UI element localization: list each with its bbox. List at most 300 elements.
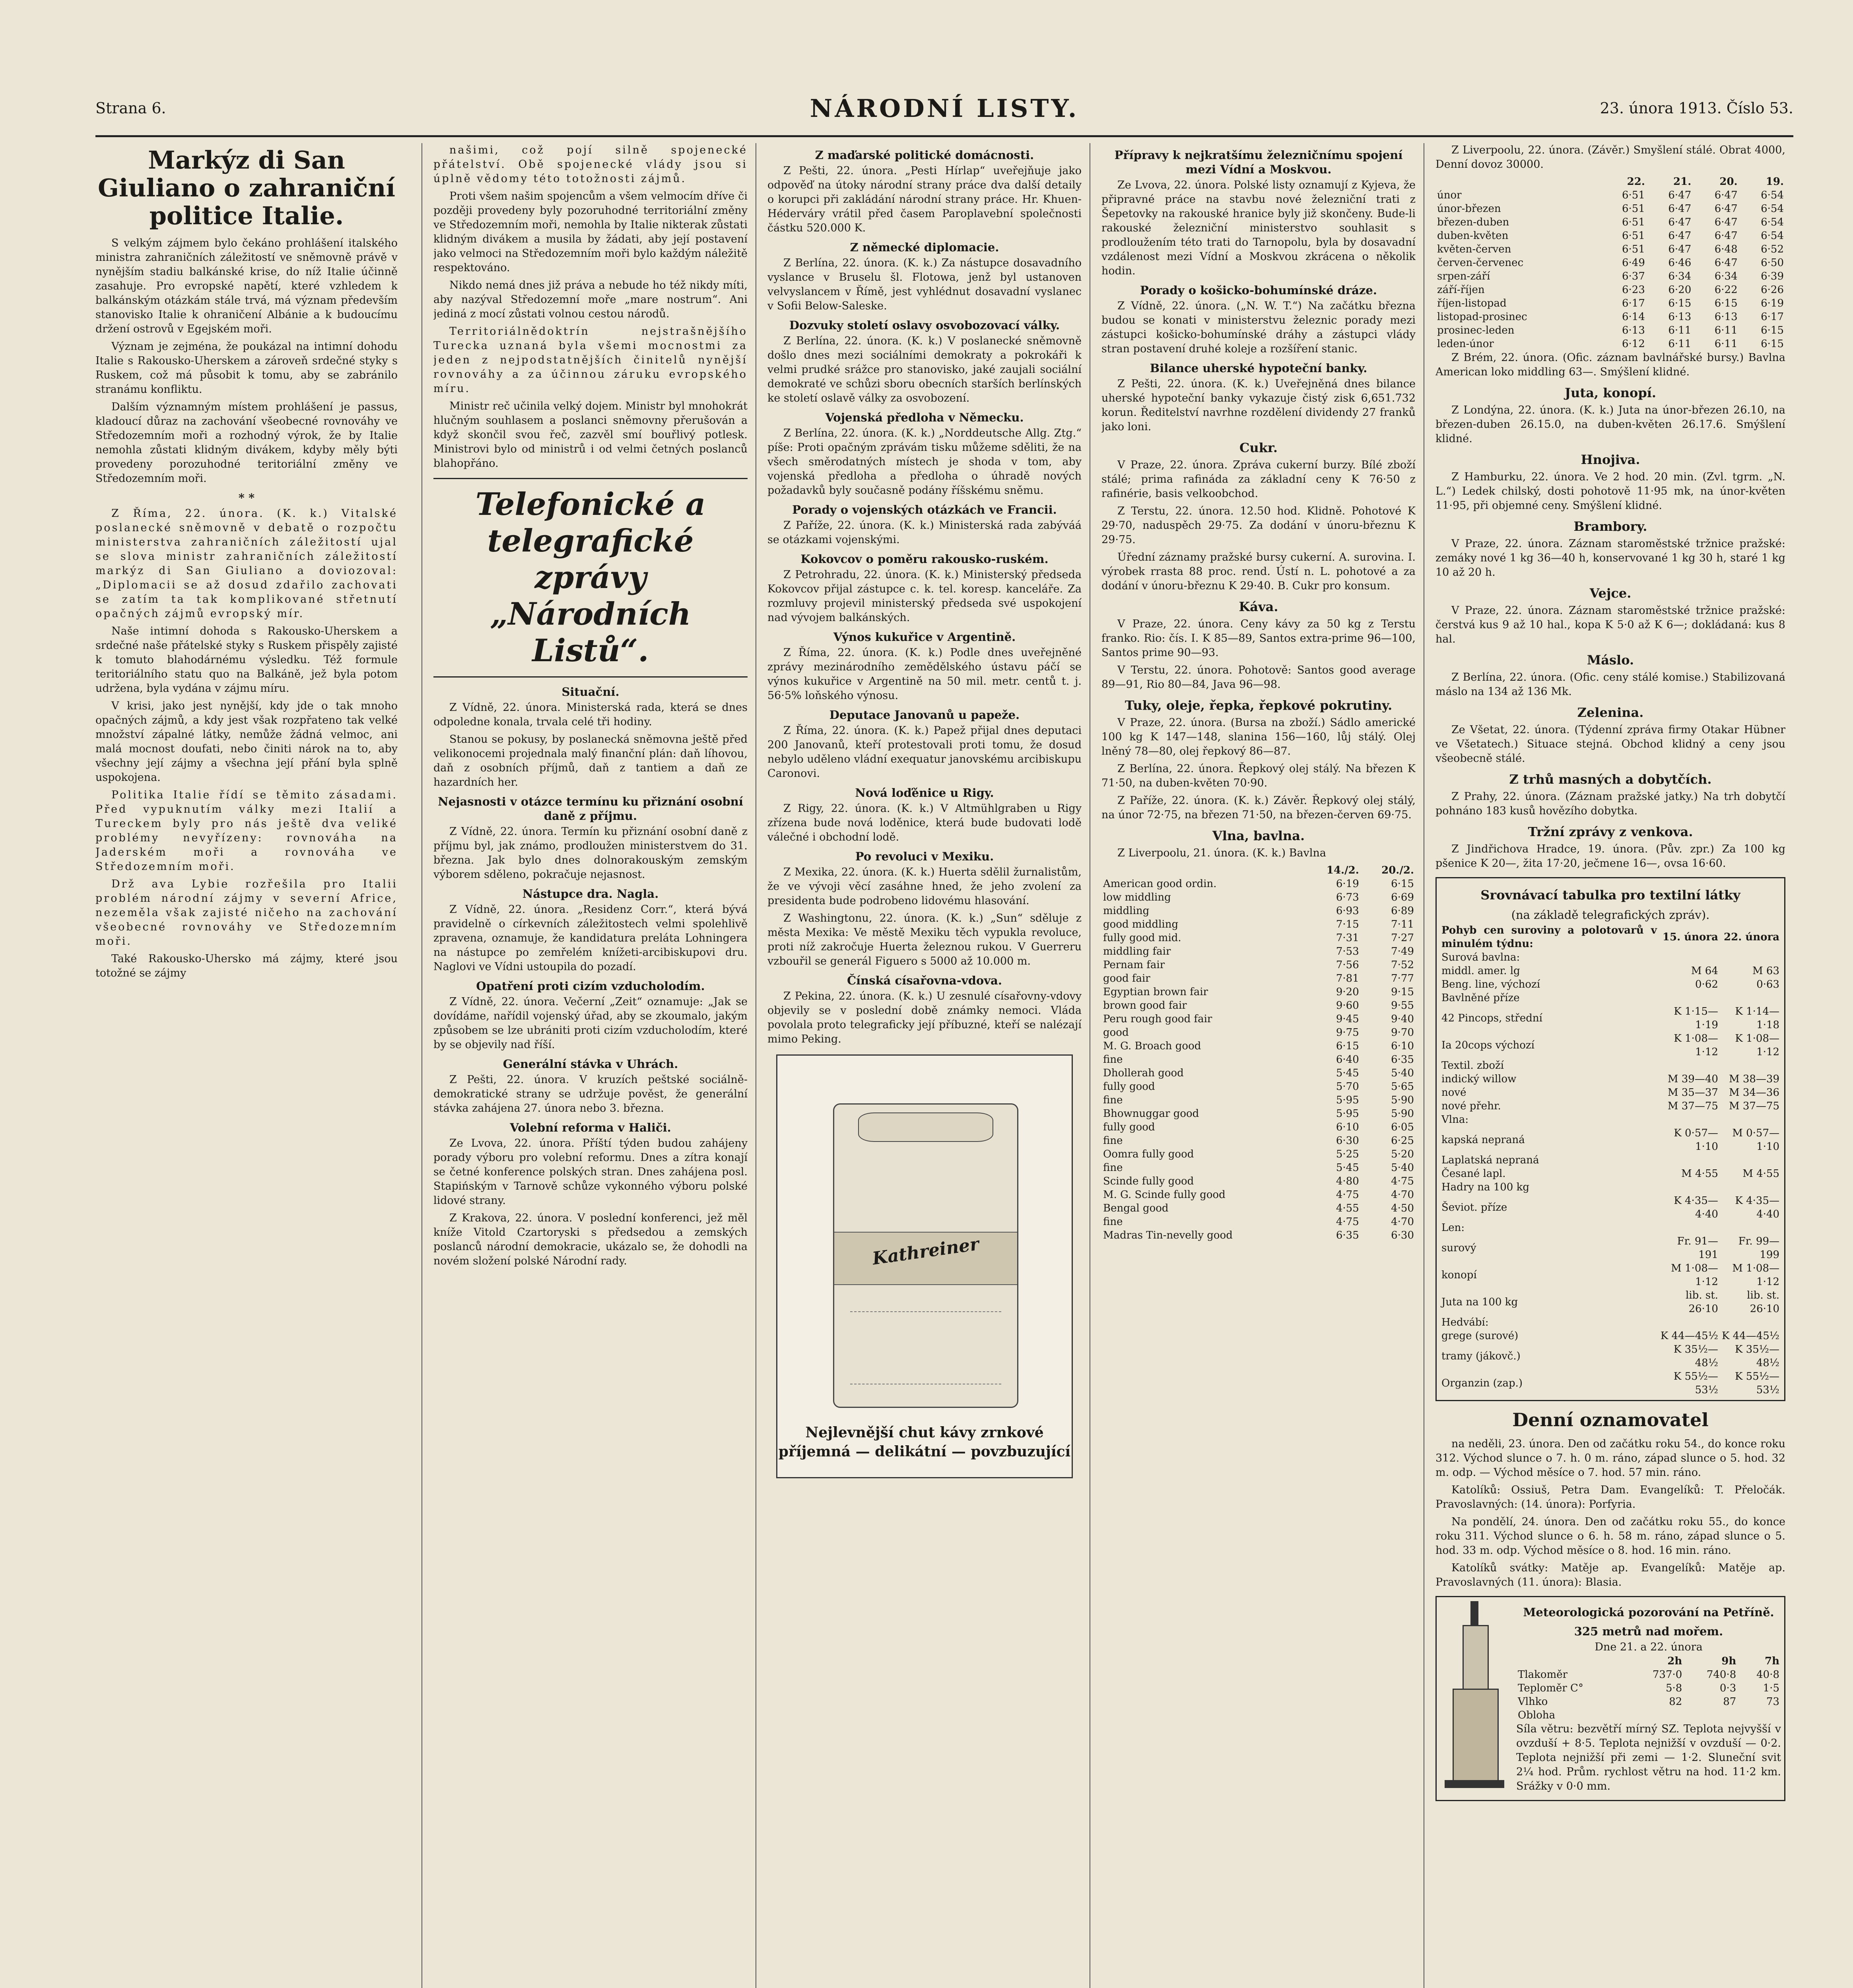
table-cell: M 0·57—1·10 xyxy=(1732,1127,1779,1153)
table-cell: fine xyxy=(1103,1094,1123,1106)
paragraph: V Praze, 22. února. Zpráva cukerní burzy. Bílé zboží stálé; prima rafináda za základní ceny K 76·50 z rafinérie, basis velkoobchod. xyxy=(1101,459,1416,500)
table-cell: 6·10 xyxy=(1336,1121,1359,1133)
paragraph: Z Berlína, 22. února. (Ofic. ceny stálé komise.) Stabilizovaná máslo na 134 až 136 Mk. xyxy=(1435,671,1785,698)
table-cell: 6·69 xyxy=(1391,891,1414,903)
tin-lid xyxy=(858,1112,993,1142)
table-cell: 6·17 xyxy=(1622,297,1645,309)
table-cell: 82 xyxy=(1669,1696,1682,1708)
table-cell xyxy=(1720,951,1781,964)
table-cell: K 4·35—4·40 xyxy=(1735,1195,1779,1220)
meteo-notes: Síla větru: bezvětří mírný SZ. Teplota nejvyšší v ovzduší + 8·5. Teplota nejnižší v ovzduší — 0·2. Teplota nejnižší při zemi — 1·2. Sluneční svit 2¼ hod. Prům. rychlost větru na hod. 11·2 km. Srážky v 0·0 mm. xyxy=(1516,1723,1781,1792)
table-cell: M 35—37 xyxy=(1667,1087,1718,1099)
section-heading: Káva. xyxy=(1239,599,1278,614)
table-cell: middling xyxy=(1103,905,1150,917)
column-2 xyxy=(433,143,748,1988)
table-cell: good xyxy=(1103,1027,1129,1039)
table-cell: 7·49 xyxy=(1391,945,1414,957)
table-cell: 6·73 xyxy=(1336,891,1359,903)
table-cell xyxy=(1659,951,1720,964)
table-cell: Laplatská nepraná xyxy=(1441,1154,1539,1166)
table-cell: 6·13 xyxy=(1622,324,1645,336)
table-row xyxy=(1440,1343,1781,1370)
section-banner: Telefonické a telegrafické zprávy „Národních Listů“. xyxy=(475,486,706,669)
table-cell: 6·22 xyxy=(1714,284,1738,296)
table-cell: 6·19 xyxy=(1761,297,1784,309)
table-row xyxy=(1101,1093,1416,1107)
table-cell: K 44—45½ xyxy=(1721,1330,1779,1342)
table-cell: Ševiot. příze xyxy=(1441,1202,1507,1213)
table-cell: 6·39 xyxy=(1761,270,1784,282)
table-row xyxy=(1440,1262,1781,1289)
table-row xyxy=(1101,958,1416,972)
table-cell xyxy=(1720,1153,1781,1167)
table-row xyxy=(1440,1099,1781,1113)
paragraph: Z Terstu, 22. února. 12.50 hod. Klidně. Pohotové K 29·70, naduspěch 29·75. Za dodání v únoru-březnu K 29·75. xyxy=(1101,505,1416,546)
table-cell xyxy=(1659,991,1720,1005)
table-cell: 1·5 xyxy=(1763,1682,1779,1694)
table-cell: 6·47 xyxy=(1668,230,1692,242)
section-rule xyxy=(433,478,748,479)
column-header: 22. února xyxy=(1724,931,1779,943)
section-heading: Tuky, oleje, řepka, řepkové pokrutiny. xyxy=(1125,698,1393,713)
section-heading: Z trhů masných a dobytčích. xyxy=(1509,772,1712,787)
subheading: Nejasnosti v otázce termínu ku přiznání osobní daně z příjmu. xyxy=(438,795,743,823)
table-cell: K 0·57—1·10 xyxy=(1674,1127,1718,1153)
table-cell: 7·11 xyxy=(1391,918,1414,930)
table-subtitle: 325 metrů nad mořem. xyxy=(1574,1625,1723,1638)
paragraph: Z Berlína, 22. února. (K. k.) „Norddeutsche Allg. Ztg.“ píše: Proti opačným zprávám tisku můžeme sděliti, že na všech směrodatných místech je shoda v tom, aby vojenská předloha a předloha o úhradě nových požadavků byly současně podány říšskému sněmu. xyxy=(767,427,1082,497)
paragraph: Dalším významným místem prohlášení je passus, kladoucí důraz na zachování všeobecné rovnováhy ve Středozemním moři a rozhodný výrok, že by Italie nemohla zůstati klidným divákem, kdyby měly býti provedeny porozuhodné teritoriální změny ve Středozemním moři. xyxy=(95,401,398,485)
table-cell: K 1·08—1·12 xyxy=(1674,1033,1718,1058)
table-row xyxy=(1101,1147,1416,1161)
table-cell: Juta na 100 kg xyxy=(1441,1296,1518,1308)
table-row xyxy=(1440,1180,1781,1194)
table-cell: fully good xyxy=(1103,1121,1155,1133)
table-cell: 6·23 xyxy=(1622,284,1645,296)
table-cell: 6·49 xyxy=(1622,257,1645,269)
paragraph: Z Pešti, 22. února. „Pesti Hírlap“ uveřejňuje jako odpověď na útoky národní strany práce dva další detaily o korupci při zakládání národní strany práce. Hr. Khuen-Héderváry vrátil před časem Paroplavební společnosti částku 520.000 K. xyxy=(767,165,1082,234)
table-row xyxy=(1435,188,1785,202)
column-header: 21. xyxy=(1673,176,1692,188)
table-cell: Ia 20cops výchozí xyxy=(1441,1039,1534,1051)
table-cell: 6·48 xyxy=(1714,243,1738,255)
table-cell: 5·90 xyxy=(1391,1108,1414,1120)
coffee-tin-illustration xyxy=(833,1103,1018,1408)
table-cell: kapská nepraná xyxy=(1441,1134,1525,1146)
table-cell: 6·11 xyxy=(1668,324,1692,336)
table-cell: 5·25 xyxy=(1336,1148,1359,1160)
column-header: 20. xyxy=(1719,176,1738,188)
table-row xyxy=(1440,1153,1781,1167)
table-cell: 7·53 xyxy=(1336,945,1359,957)
table-cell: 6·40 xyxy=(1336,1054,1359,1066)
table-cell: 6·15 xyxy=(1391,878,1414,890)
textile-comparison-box xyxy=(1435,877,1785,1401)
subheading: Volební reforma v Haliči. xyxy=(510,1121,671,1134)
table-cell: únor xyxy=(1437,189,1462,201)
meteo-box xyxy=(1435,1596,1785,1801)
table-cell: 4·70 xyxy=(1391,1216,1414,1228)
paragraph: Ze Lvova, 22. února. Polské listy oznamují z Kyjeva, že připravné práce na stavbu nové železniční trati z Šepetovky na rakouské hranice byly již skončeny. Bude-li rakouské železniční ministerstvo souhlasit s prodloužením této trati do Tarnopolu, byla by dosavadní vzdálenost mezi Vídní a Moskvou zkrácena o několik hodin. xyxy=(1101,179,1416,277)
table-row xyxy=(1101,918,1416,931)
paragraph: Z Vídně, 22. února. Večerní „Zeit“ oznamuje: „Jak se dovídáme, nařídil vojenský úřad, aby se zkoumalo, jakým způsobem se lze ubrániti proti cizím vzducholodím, které by se objevily nad říší. xyxy=(433,996,748,1051)
table-cell: fine xyxy=(1103,1216,1123,1228)
table-cell: Česané lapl. xyxy=(1441,1168,1506,1180)
paragraph: Z Hamburku, 22. února. Ve 2 hod. 20 min. (Zvl. tgrm. „N. L.“) Ledek chilský, dosti pohotově 11·95 mk, na únor-květen 11·95, při objemné ceny. Smýšlení klidné. xyxy=(1435,471,1785,512)
table-row xyxy=(1435,270,1785,283)
column-5 xyxy=(1435,143,1785,1988)
table-cell: 4·80 xyxy=(1336,1175,1359,1187)
table-cell: 87 xyxy=(1723,1696,1736,1708)
subheading: Porady o košicko-bohumínské dráze. xyxy=(1140,283,1377,297)
table-cell xyxy=(1720,1113,1781,1126)
paragraph: V Praze, 22. února. Záznam staroměstské tržnice pražské: čerstvá kus 9 až 10 hal., kopa K 5·0 až K 6—; dokládaná: kus 8 hal. xyxy=(1435,604,1785,645)
table-cell: srpen-září xyxy=(1437,270,1490,282)
paragraph: Z Berlína, 22. února. (K. k.) V poslanecké sněmovně došlo dnes mezi sociálními demokraty a pokrokáři k velmi prudké srážce pro stanovisko, jaké zaujali sociální demokraté ve schůzi sboru obecních starších berlínských ke století oslavě války za osvobození. xyxy=(767,335,1082,404)
table-row xyxy=(1101,1120,1416,1134)
subheading: Nástupce dra. Nagla. xyxy=(522,887,659,901)
table-cell: 6·54 xyxy=(1761,189,1784,201)
table-cell: 6·13 xyxy=(1714,311,1738,323)
table-cell: 6·15 xyxy=(1761,338,1784,350)
table-row xyxy=(1101,904,1416,918)
table-cell: Fr. 99—199 xyxy=(1738,1235,1779,1261)
table-cell: 6·37 xyxy=(1622,270,1645,282)
table-cell xyxy=(1659,1316,1720,1329)
table-cell: M 1·08—1·12 xyxy=(1732,1262,1779,1288)
table-cell: 6·11 xyxy=(1714,324,1738,336)
table-row xyxy=(1516,1681,1781,1695)
table-cell: 7·15 xyxy=(1336,918,1359,930)
table-cell: lib. st. 26·10 xyxy=(1686,1289,1718,1315)
table-cell: 9·45 xyxy=(1336,1013,1359,1025)
table-cell xyxy=(1630,1708,1684,1722)
table-row xyxy=(1101,1134,1416,1147)
table-cell: 9·15 xyxy=(1391,986,1414,998)
ad-caption: Nejlevnější chut kávy zrnkové příjemná — delikátní — povzbuzující xyxy=(778,1424,1071,1460)
subheading: Čínská císařovna-vdova. xyxy=(847,974,1002,987)
table-cell: únor-březen xyxy=(1437,203,1501,215)
table-cell: 6·51 xyxy=(1622,230,1645,242)
table-row xyxy=(1440,1221,1781,1235)
table-cell: duben-květen xyxy=(1437,230,1509,242)
table-cell xyxy=(1659,1113,1720,1126)
table-row xyxy=(1516,1668,1781,1681)
paragraph: Z Paříže, 22. února. (K. k.) Ministerská rada zabýváá se otázkami vojenskými. xyxy=(767,519,1082,546)
table-cell: Surová bavlna: xyxy=(1441,951,1520,963)
table-cell: 6·12 xyxy=(1622,338,1645,350)
table-cell: Pernam fair xyxy=(1103,959,1165,971)
paragraph: na neděli, 23. února. Den od začátku roku 54., do konce roku 312. Východ slunce o 7. h. 0 m. ráno, západ slunce o 5. hod. 32 m. odp. — Východ měsíce o 7. hod. 57 min. ráno. xyxy=(1435,1438,1785,1479)
paragraph: Z Vídně, 22. února. Termín ku přiznání osobní daně z příjmu byl, jak známo, prodloužen ministerstvem do 31. března. Jak bylo dnes dolnorakouským zemským výborem sděleno, pokračuje nejasnost. xyxy=(433,825,748,881)
table-cell: Peru rough good fair xyxy=(1103,1013,1212,1025)
paragraph: Ze Všetat, 22. února. (Týdenní zpráva firmy Otakar Hübner ve Všetatech.) Situace stejná. Obchod klidný a ceny jsou všeobecně stálé. xyxy=(1435,724,1785,765)
section-heading: Tržní zprávy z venkova. xyxy=(1528,824,1693,839)
paragraph: Z Berlína, 22. února. Řepkový olej stálý. Na březen K 71·50, na duben-květen 70·90. xyxy=(1101,763,1416,789)
column-header xyxy=(1435,175,1600,188)
table-cell: M 4·55 xyxy=(1742,1168,1779,1180)
paragraph: Territoriálnědoktrín nejstrašnějšího Turecka uznaná byla všemi mocnostmi za jeden z nejpodstatnějších činitelů nynější rovnováhy a za účinnou záruku evropského míru. xyxy=(433,325,748,395)
subheading: Opatření proti cizím vzducholodím. xyxy=(476,979,705,993)
table-row xyxy=(1101,1026,1416,1039)
table-cell: 0·63 xyxy=(1756,978,1779,990)
paragraph: Úřední záznamy pražské bursy cukerní. A. surovina. I. výrobek rrasta 88 proc. rend. Ústí n. L. pohotové a za dodání v únoru-březnu K 29·40. B. Cukr pro konsum. xyxy=(1101,551,1416,592)
table-cell: 737·0 xyxy=(1652,1669,1682,1681)
table-cell: K 55½—53½ xyxy=(1735,1371,1779,1396)
table-row xyxy=(1435,229,1785,243)
table-cell: Hadry na 100 kg xyxy=(1441,1181,1529,1193)
table-row xyxy=(1101,1012,1416,1026)
table-row xyxy=(1435,243,1785,256)
table-row xyxy=(1101,1215,1416,1229)
table-cell: K 35½—48½ xyxy=(1735,1343,1779,1369)
table-cell: nové xyxy=(1441,1087,1466,1099)
table-row xyxy=(1440,1059,1781,1072)
table-cell xyxy=(1720,991,1781,1005)
table-cell: Organzin (zap.) xyxy=(1441,1377,1523,1389)
table-cell: good middling xyxy=(1103,918,1179,930)
table-cell: M 38—39 xyxy=(1729,1073,1779,1085)
table-cell: 9·55 xyxy=(1391,1000,1414,1011)
table-cell: září-říjen xyxy=(1437,284,1485,296)
column-header: 15. února xyxy=(1662,931,1718,943)
column-header xyxy=(1516,1654,1630,1668)
column-4 xyxy=(1101,143,1416,1988)
column-header xyxy=(1101,864,1306,877)
table-cell: 6·51 xyxy=(1622,203,1645,215)
observation-tower-icon xyxy=(1445,1601,1504,1788)
table-cell: 4·75 xyxy=(1336,1189,1359,1201)
table-row xyxy=(1440,1194,1781,1221)
table-cell: 5·65 xyxy=(1391,1081,1414,1093)
column-1 xyxy=(95,143,398,1988)
section-heading: Brambory. xyxy=(1573,519,1647,534)
table-cell: K 55½—53½ xyxy=(1673,1371,1718,1396)
table-cell: 4·75 xyxy=(1336,1216,1359,1228)
table-cell: 9·20 xyxy=(1336,986,1359,998)
table-cell: 6·30 xyxy=(1336,1135,1359,1147)
column-header: 14./2. xyxy=(1326,864,1359,876)
paragraph: Z Rigy, 22. února. (K. k.) V Altmühlgraben u Rigy zřízena bude nová loděnice, která bude budovati lodě válečné i obchodní lodě. xyxy=(767,802,1082,843)
page-number: Strana 6. xyxy=(95,99,166,117)
table-cell: fully good mid. xyxy=(1103,932,1181,944)
table-row xyxy=(1440,1329,1781,1343)
table-cell: 9·70 xyxy=(1391,1027,1414,1039)
table-cell: 5·95 xyxy=(1336,1094,1359,1106)
table-cell: 6·19 xyxy=(1336,878,1359,890)
table-cell: leden-únor xyxy=(1437,338,1494,350)
table-cell: Textil. zboží xyxy=(1441,1060,1504,1072)
paragraph: Z Prahy, 22. února. (Záznam pražské jatky.) Na trh dobytčí pohnáno 183 kusů hovězího dobytka. xyxy=(1435,790,1785,817)
table-cell xyxy=(1720,1180,1781,1194)
table-cell: 6·34 xyxy=(1714,270,1738,282)
table-cell: 6·47 xyxy=(1668,243,1692,255)
table-row xyxy=(1440,1126,1781,1153)
tin-decoration xyxy=(850,1311,1001,1384)
table-cell: 6·54 xyxy=(1761,216,1784,228)
table-cell: 5·8 xyxy=(1665,1682,1682,1694)
paragraph: Katolíků: Ossiuš, Petra Dam. Evangelíků: T. Přeločák. Pravoslavných: (14. února): Porfyria. xyxy=(1435,1484,1785,1510)
table-cell: 0·3 xyxy=(1719,1682,1736,1694)
table-cell: nové přehr. xyxy=(1441,1100,1501,1112)
paragraph: Z Říma, 22. února. (K. k.) Vitalské poslanecké sněmovně v debatě o rozpočtu ministerstva zahraničních záležitostí ujal se slova ministr zahraničních záležitostí markýz di San Giuliano a doviozoval: „Diplomacii se až dosud zdařilo zachovati se zatím ta tak komplikované střetnutí opačných zájmů evropský mír. xyxy=(95,507,398,620)
paragraph: Z Paříže, 22. února. (K. k.) Závěr. Řepkový olej stálý, na únor 72·75, na březen 71·50, na březen-červen 69·75. xyxy=(1101,794,1416,821)
table-cell: Tlakoměr xyxy=(1518,1669,1568,1681)
table-cell: fully good xyxy=(1103,1081,1155,1093)
table-cell: 6·10 xyxy=(1391,1040,1414,1052)
table-row xyxy=(1435,215,1785,229)
table-cell: květen-červen xyxy=(1437,243,1511,255)
table-cell: Oomra fully good xyxy=(1103,1148,1194,1160)
subheading: Porady o vojenských otázkách ve Francii. xyxy=(792,503,1057,516)
table-cell: Len: xyxy=(1441,1222,1465,1234)
table-cell: 6·89 xyxy=(1391,905,1414,917)
table-row xyxy=(1101,1053,1416,1066)
table-cell: říjen-listopad xyxy=(1437,297,1507,309)
section-heading: Hnojiva. xyxy=(1581,452,1640,467)
table-cell: 6·13 xyxy=(1668,311,1692,323)
table-cell: prosinec-leden xyxy=(1437,324,1515,336)
table-cell: 5·45 xyxy=(1336,1067,1359,1079)
table-row xyxy=(1101,1229,1416,1242)
table-cell: 6·25 xyxy=(1391,1135,1414,1147)
table-cell: M. G. Scinde fully good xyxy=(1103,1189,1226,1201)
table-cell: březen-duben xyxy=(1437,216,1509,228)
table-cell: Hedvábí: xyxy=(1441,1316,1489,1328)
table-cell: brown good fair xyxy=(1103,1000,1187,1011)
table-cell: K 35½—48½ xyxy=(1673,1343,1718,1369)
paragraph: Z Vídně, 22. února. („N. W. T.“) Na začátku března budou se konati v ministerstvu železnic porady mezi zástupci košicko-bohumínské dráhy a zástupci vlády stran postavení druhé koleje a rozšíření stanic. xyxy=(1101,300,1416,355)
table-cell: tramy (jákovč.) xyxy=(1441,1350,1521,1362)
table-cell: 6·54 xyxy=(1761,203,1784,215)
table-row xyxy=(1516,1708,1781,1722)
table-cell: 6·93 xyxy=(1336,905,1359,917)
subheading: Situační. xyxy=(561,685,620,699)
table-cell: Beng. line, výchozí xyxy=(1441,978,1540,990)
column-header: 9h xyxy=(1721,1655,1736,1667)
table-row xyxy=(1101,985,1416,999)
table-row xyxy=(1435,202,1785,215)
table-row xyxy=(1101,1188,1416,1202)
table-cell: 6·11 xyxy=(1668,338,1692,350)
paragraph: Z Liverpoolu, 22. února. (Závěr.) Smyšlení stálé. Obrat 4000, Denní dovoz 30000. xyxy=(1435,144,1785,171)
table-cell: 740·8 xyxy=(1706,1669,1736,1681)
table-row xyxy=(1440,1316,1781,1329)
table-cell: M 37—75 xyxy=(1729,1100,1779,1112)
table-cell: Oblohа xyxy=(1518,1709,1556,1721)
table-row xyxy=(1440,1167,1781,1180)
table-cell: 6·34 xyxy=(1668,270,1692,282)
table-cell: 6·47 xyxy=(1714,189,1738,201)
paragraph: Z Pekina, 22. února. (K. k.) U zesnulé císařovny-vdovy objevily se v poslední době známky nemoci. Vláda povolala proto telegraficky její příbuzné, kteří se nalézají mimo Peking. xyxy=(767,990,1082,1045)
page-header xyxy=(95,91,1793,137)
table-row xyxy=(1440,1005,1781,1032)
subheading: Dozvuky století oslavy osvobozovací války. xyxy=(789,318,1060,332)
paragraph: Také Rakousko-Uhersko má zájmy, které jsou totožné se zájmy xyxy=(95,953,398,979)
paragraph: V krisi, jako jest nynější, kdy jde o tak mnoho opačných zájmů, a kdy jest však rozpřateno tak velké množství zápalné látky, nemůže žádná velmoc, ani malá mocnost doufati, nebo činiti nárok na to, aby všechny její zájmy a všechna její přání byla splně uspokojena. xyxy=(95,700,398,784)
table-cell: 7·81 xyxy=(1336,973,1359,984)
table-cell: 5·90 xyxy=(1391,1094,1414,1106)
table-row xyxy=(1440,951,1781,964)
paragraph: Ministr reč učinila velký dojem. Ministr byl mnohokrát hlučným souhlasem a poslanci sněmovny přerušován a když skončil svou řeč, zazvěl smí bouřlivý potlesk. Ministrovi bylo od ministrů i od velmi četných poslanců blahopřáno. xyxy=(433,400,748,470)
column-header: Pohyb cen suroviny a polotovarů v minulém týdnu: xyxy=(1441,924,1657,950)
paragraph: Ze Lvova, 22. února. Příští týden budou zahájeny porady výboru pro volební reformu. Dnes a zítra konají se četné konference polských stran. Dnes zahájena posl. Stapińským v Tarnově schůze vykonného výboru polské lidové strany. xyxy=(433,1137,748,1207)
table-row xyxy=(1435,310,1785,324)
table-cell: 6·47 xyxy=(1668,203,1692,215)
table-cell: fine xyxy=(1103,1162,1123,1174)
table-row xyxy=(1435,324,1785,337)
section-heading: Vlna, bavlna. xyxy=(1212,828,1305,843)
paragraph: Drž ava Lybie rozřešila pro Italii problém národní zájmy v severní Africe, nezeměla však zajisté ničeho na zachování všeobecné rovnováhy ve Středozemním moři. xyxy=(95,878,398,947)
table-cell xyxy=(1659,1180,1720,1194)
table-cell: 6·47 xyxy=(1714,230,1738,242)
table-cell: 6·20 xyxy=(1668,284,1692,296)
table-cell: 6·47 xyxy=(1668,216,1692,228)
table-cell: 6·47 xyxy=(1714,203,1738,215)
table-cell: Vlhko xyxy=(1518,1696,1548,1708)
section-heading: Vejce. xyxy=(1589,586,1632,601)
table-cell: Fr. 91—191 xyxy=(1677,1235,1718,1261)
paragraph: našimi, což pojí silně spojenecké přátelství. Obě spojenecké vlády jsou si úplně vědomy této totožnosti zájmů. xyxy=(433,144,748,185)
table-row xyxy=(1440,964,1781,978)
meteo-date: Dne 21. a 22. února xyxy=(1595,1641,1703,1653)
table-cell xyxy=(1684,1708,1738,1722)
table-cell: Teploměr C° xyxy=(1518,1682,1583,1694)
table-cell: indický willow xyxy=(1441,1073,1517,1085)
table-row xyxy=(1101,877,1416,891)
paragraph: Z Mexika, 22. února. (K. k.) Huerta sdělil žurnalistům, že ve vývoji věcí zasáhne hned, že jeho zvolení za presidenta bude podrobeno lidovému hlasování. xyxy=(767,866,1082,907)
table-row xyxy=(1440,1113,1781,1126)
table-cell: 5·20 xyxy=(1391,1148,1414,1160)
paragraph: Z Vídně, 22. února. Ministerská rada, která se dnes odpoledne konala, trvala celé tři hodiny. xyxy=(433,701,748,728)
table-row xyxy=(1101,931,1416,945)
table-row xyxy=(1435,256,1785,270)
textile-price-table xyxy=(1440,924,1781,1397)
table-cell: 7·56 xyxy=(1336,959,1359,971)
column-header: 2h xyxy=(1667,1655,1682,1667)
table-cell: middling fair xyxy=(1103,945,1171,957)
paragraph: V Terstu, 22. února. Pohotově: Santos good average 89—91, Rio 80—84, Java 96—98. xyxy=(1101,664,1416,691)
table-cell: Madras Tin-nevelly good xyxy=(1103,1229,1233,1241)
subheading: Deputace Janovanů u papeže. xyxy=(829,708,1020,722)
section-heading: Cukr. xyxy=(1239,440,1278,455)
table-cell: 4·70 xyxy=(1391,1189,1414,1201)
paragraph: Z Říma, 22. února. (K. k.) Papež přijal dnes deputaci 200 Janovanů, kteří protestovali proti tomu, že dosud nebylo udělenо vládní exequatur janovskému arcibiskupu Caronovi. xyxy=(767,724,1082,780)
table-row xyxy=(1440,978,1781,991)
table-cell: grege (surové) xyxy=(1441,1330,1519,1342)
liverpool-futures-table xyxy=(1435,175,1785,351)
table-row xyxy=(1440,1370,1781,1397)
table-cell: 6·15 xyxy=(1714,297,1738,309)
subheading: Generální stávka v Uhrách. xyxy=(503,1057,678,1071)
column-header: 22. xyxy=(1627,176,1645,188)
paragraph: Z Berlína, 22. února. (K. k.) Za nástupce dosavadního vyslance v Bruselu šl. Flotowa, jenž byl ustanoven velvyslancem v Římě, jest vyhlédnut dosavadní vyslanec v Sofii Below-Saleske. xyxy=(767,257,1082,312)
section-heading: Juta, konopí. xyxy=(1565,385,1656,400)
table-cell: 6·47 xyxy=(1714,216,1738,228)
table-cell xyxy=(1659,1059,1720,1072)
table-cell: 6·11 xyxy=(1714,338,1738,350)
table-cell: M 39—40 xyxy=(1667,1073,1718,1085)
table-cell: 9·75 xyxy=(1336,1027,1359,1039)
tin-brand-name: Kathreiner xyxy=(871,1234,981,1269)
table-cell: 5·95 xyxy=(1336,1108,1359,1120)
column-header: 7h xyxy=(1765,1655,1779,1667)
table-cell: červen-červenec xyxy=(1437,257,1524,269)
table-cell: 7·77 xyxy=(1391,973,1414,984)
table-cell: K 1·08—1·12 xyxy=(1735,1033,1779,1058)
table-cell: K 4·35—4·40 xyxy=(1674,1195,1718,1220)
table-cell xyxy=(1659,1221,1720,1235)
